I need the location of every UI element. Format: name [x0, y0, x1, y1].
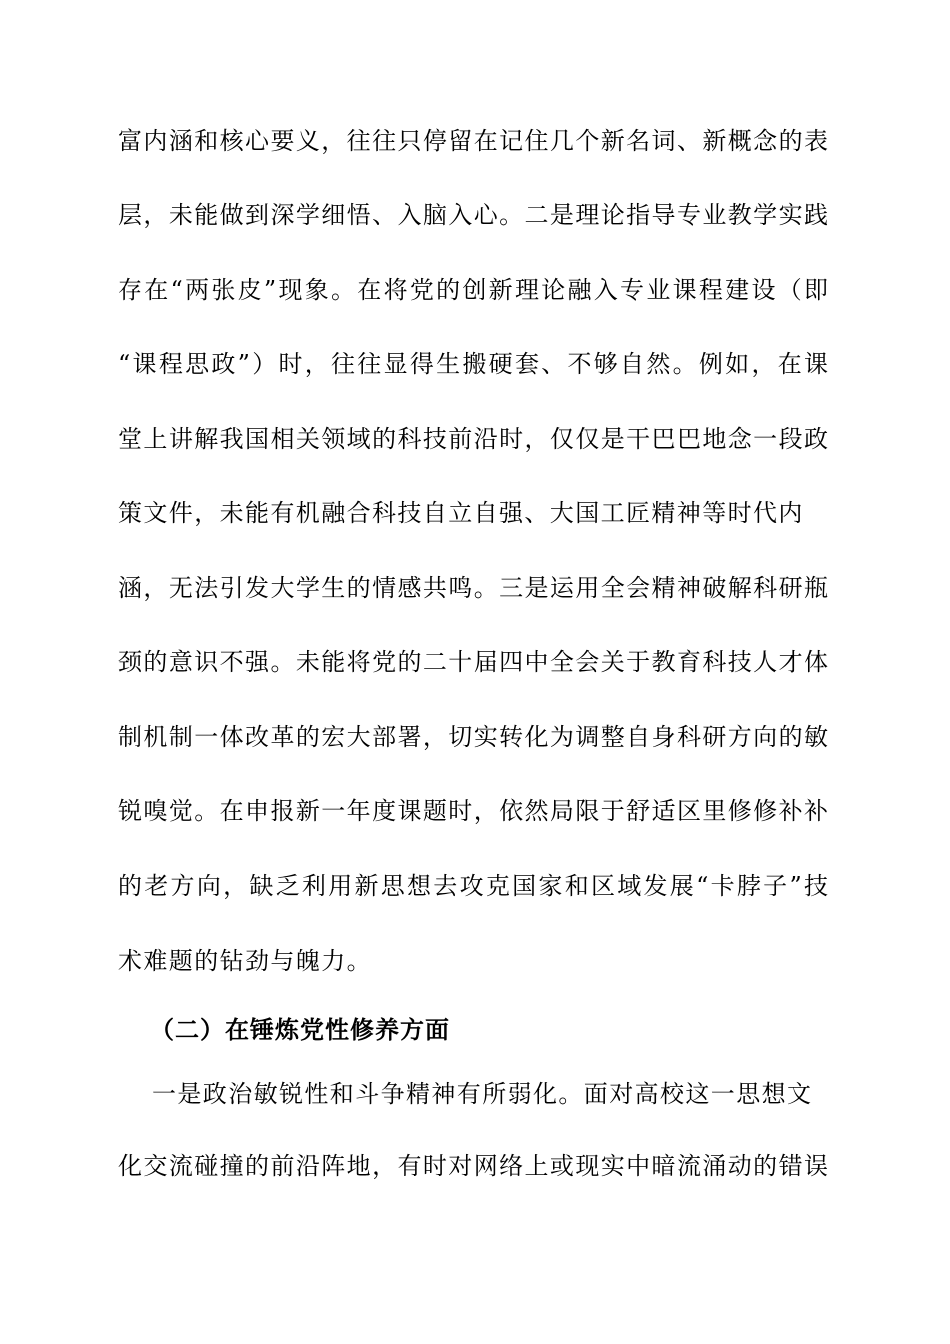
- text-line-first-indented: 一是政治敏锐性和斗争精神有所弱化。面对高校这一思想文: [152, 1080, 813, 1108]
- text-line: 策文件，未能有机融合科技自立自强、大国工匠精神等时代内: [118, 499, 804, 527]
- text-line: 涵，无法引发大学生的情感共鸣。三是运用全会精神破解科研瓶: [118, 574, 828, 602]
- text-line: “课程思政”）时，往往显得生搬硬套、不够自然。例如，在课: [118, 350, 828, 378]
- text-line: 层，未能做到深学细悟、入脑入心。二是理论指导专业教学实践: [118, 201, 828, 229]
- text-line: 化交流碰撞的前沿阵地，有时对网络上或现实中暗流涌动的错误: [118, 1152, 828, 1180]
- text-line: 的老方向，缺乏利用新思想去攻克国家和区域发展“卡脖子”技: [118, 872, 828, 900]
- text-line: 锐嗅觉。在申报新一年度课题时，依然局限于舒适区里修修补补: [118, 797, 828, 825]
- text-line: 术难题的钻劲与魄力。: [118, 947, 372, 975]
- text-line: 富内涵和核心要义，往往只停留在记住几个新名词、新概念的表: [118, 127, 828, 155]
- section-heading: （二）在锤炼党性修养方面: [150, 1015, 450, 1044]
- text-line: 存在“两张皮”现象。在将党的创新理论融入专业课程建设（即: [118, 276, 828, 304]
- text-line: 制机制一体改革的宏大部署，切实转化为调整自身科研方向的敏: [118, 723, 828, 751]
- text-line: 堂上讲解我国相关领域的科技前沿时，仅仅是干巴巴地念一段政: [118, 425, 828, 453]
- text-line: 颈的意识不强。未能将党的二十届四中全会关于教育科技人才体: [118, 648, 828, 676]
